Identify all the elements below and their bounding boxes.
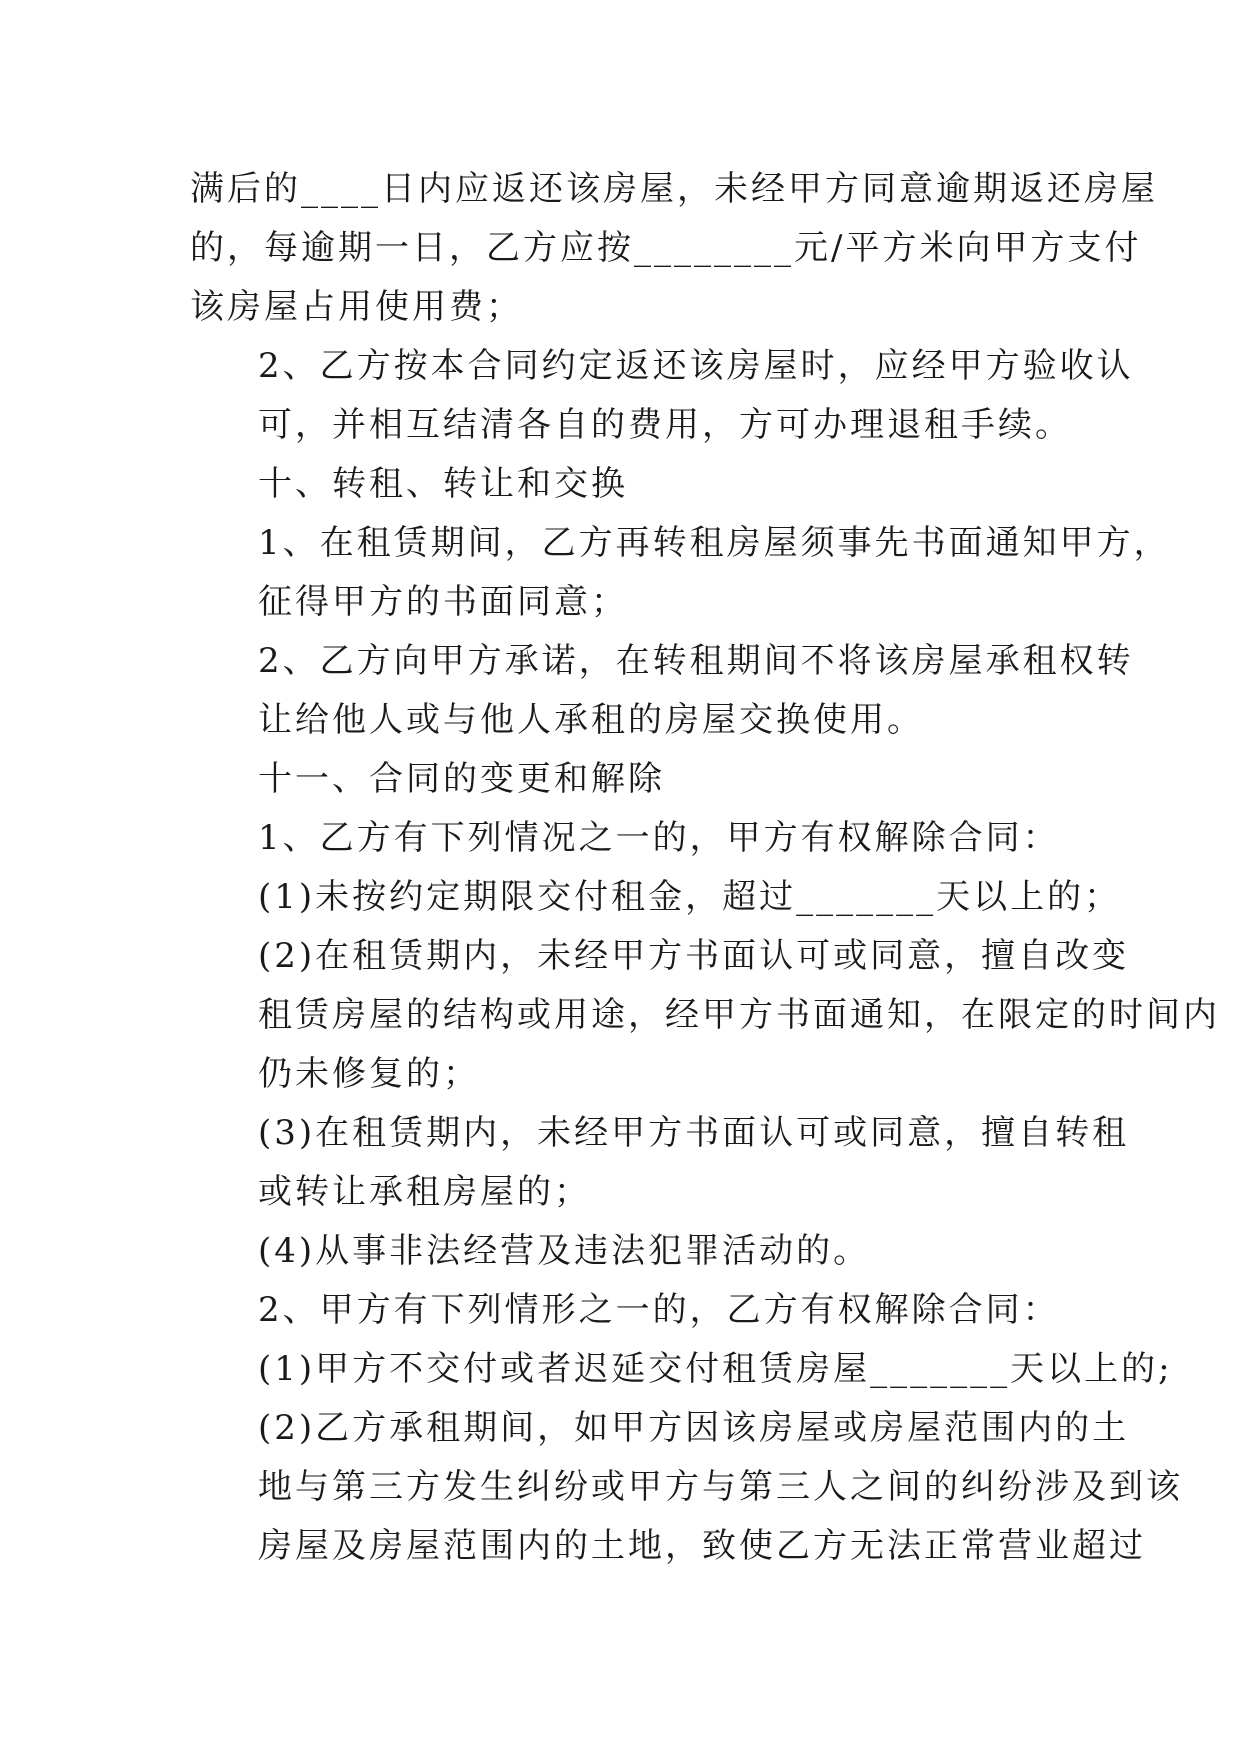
text-line: (1)甲方不交付或者迟延交付租赁房屋_______天以上的; (258, 1349, 1173, 1389)
paragraph (190, 1104, 1130, 1222)
text-line: 十、转租、转让和交换 (258, 464, 628, 504)
text-line: 1、乙方有下列情况之一的，甲方有权解除合同： (258, 818, 1060, 858)
paragraph (190, 632, 1134, 750)
text-line: 或转让承租房屋的； (258, 1172, 591, 1212)
text-line: 2、甲方有下列情形之一的，乙方有权解除合同： (258, 1290, 1060, 1330)
text-line: (2)乙方承租期间，如甲方因该房屋或房屋范围内的土 (258, 1408, 1130, 1448)
text-line: 该房屋占用使用费； (190, 287, 523, 327)
text-line: (1)未按约定期限交付租金，超过_______天以上的； (258, 877, 1122, 917)
text-line: 2、乙方按本合同约定返还该房屋时，应经甲方验收认 (258, 346, 1134, 386)
text-line: (3)在租赁期内，未经甲方书面认可或同意，擅自转租 (258, 1113, 1130, 1153)
document-body (190, 160, 1220, 1576)
paragraph (190, 927, 1220, 1104)
text-line: (2)在租赁期内，未经甲方书面认可或同意，擅自改变 (258, 936, 1130, 976)
text-line: 满后的____日内应返还该房屋，未经甲方同意逾期返还房屋 (190, 169, 1158, 209)
paragraph (190, 1399, 1183, 1576)
text-line: 1、在租赁期间，乙方再转租房屋须事先书面通知甲方， (258, 523, 1171, 563)
text-line: (4)从事非法经营及违法犯罪活动的。 (258, 1231, 871, 1271)
text-line: 十一、合同的变更和解除 (258, 759, 665, 799)
paragraph (190, 809, 1060, 868)
paragraph (190, 750, 1060, 809)
text-line: 征得甲方的书面同意； (258, 582, 628, 622)
paragraph (190, 337, 1134, 455)
paragraph (190, 1340, 1173, 1399)
paragraph (190, 514, 1171, 632)
paragraph (190, 868, 1122, 927)
text-line: 租赁房屋的结构或用途，经甲方书面通知，在限定的时间内 (258, 995, 1220, 1035)
paragraph (190, 1281, 1060, 1340)
text-line: 地与第三方发生纠纷或甲方与第三人之间的纠纷涉及到该 (258, 1467, 1183, 1507)
paragraph (190, 1222, 1060, 1281)
paragraph (190, 160, 1158, 337)
paragraph (190, 455, 1060, 514)
text-line: 仍未修复的； (258, 1054, 480, 1094)
text-line: 房屋及房屋范围内的土地，致使乙方无法正常营业超过 (258, 1526, 1146, 1566)
text-line: 让给他人或与他人承租的房屋交换使用。 (258, 700, 924, 740)
text-line: 2、乙方向甲方承诺，在转租期间不将该房屋承租权转 (258, 641, 1134, 681)
text-line: 的，每逾期一日，乙方应按________元/平方米向甲方支付 (190, 228, 1142, 268)
text-line: 可，并相互结清各自的费用，方可办理退租手续。 (258, 405, 1072, 445)
